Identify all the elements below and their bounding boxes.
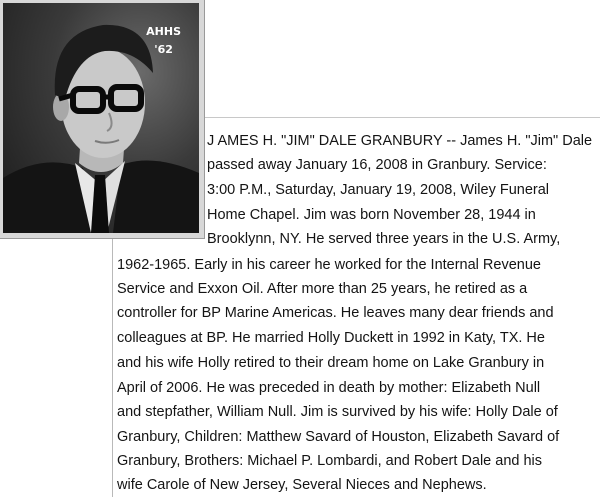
obituary-line: 1962-1965. Early in his career he worked for the Internal Revenue bbox=[117, 257, 541, 273]
obituary-line: Granbury, Children: Matthew Savard of Houston, Elizabeth Savard of bbox=[117, 429, 560, 445]
photo-caption bbox=[146, 23, 181, 59]
obituary-line: Service and Exxon Oil. After more than 25 years, he retired as a bbox=[117, 281, 528, 297]
obituary-line: passed away January 16, 2008 in Granbury. Service: bbox=[207, 157, 547, 173]
obituary-line: Brooklynn, NY. He served three years in the U.S. Army, bbox=[207, 231, 561, 247]
caption-year: '62 bbox=[154, 43, 173, 56]
obituary-line: and his wife Holly retired to their dream home on Lake Granbury in bbox=[117, 355, 545, 371]
obituary-line: controller for BP Marine Americas. He leaves many dear friends and bbox=[117, 305, 554, 321]
caption-school: AHHS bbox=[146, 25, 181, 38]
obituary-line: 3:00 P.M., Saturday, January 19, 2008, Wiley Funeral bbox=[207, 182, 550, 198]
obituary-line: April of 2006. He was preceded in death by mother: Elizabeth Null bbox=[117, 380, 541, 396]
obituary-line: Granbury, Brothers: Michael P. Lombardi, and Robert Dale and his bbox=[117, 453, 543, 469]
obituary-line: and stepfather, William Null. Jim is survived by his wife: Holly Dale of bbox=[117, 404, 558, 420]
obituary-line: wife Carole of New Jersey, Several Nieces and Nephews. bbox=[117, 477, 487, 493]
obituary-line: colleagues at BP. He married Holly Duckett in 1992 in Katy, TX. He bbox=[117, 330, 545, 346]
yearbook-photo-frame bbox=[0, 0, 205, 239]
obituary-line: J AMES H. "JIM" DALE GRANBURY -- James H. "Jim" Dale bbox=[207, 133, 593, 149]
text-column-rule bbox=[112, 236, 113, 497]
top-divider bbox=[205, 117, 600, 118]
obituary-line: Home Chapel. Jim was born November 28, 1944 in bbox=[207, 207, 536, 223]
yearbook-photo bbox=[3, 3, 199, 233]
